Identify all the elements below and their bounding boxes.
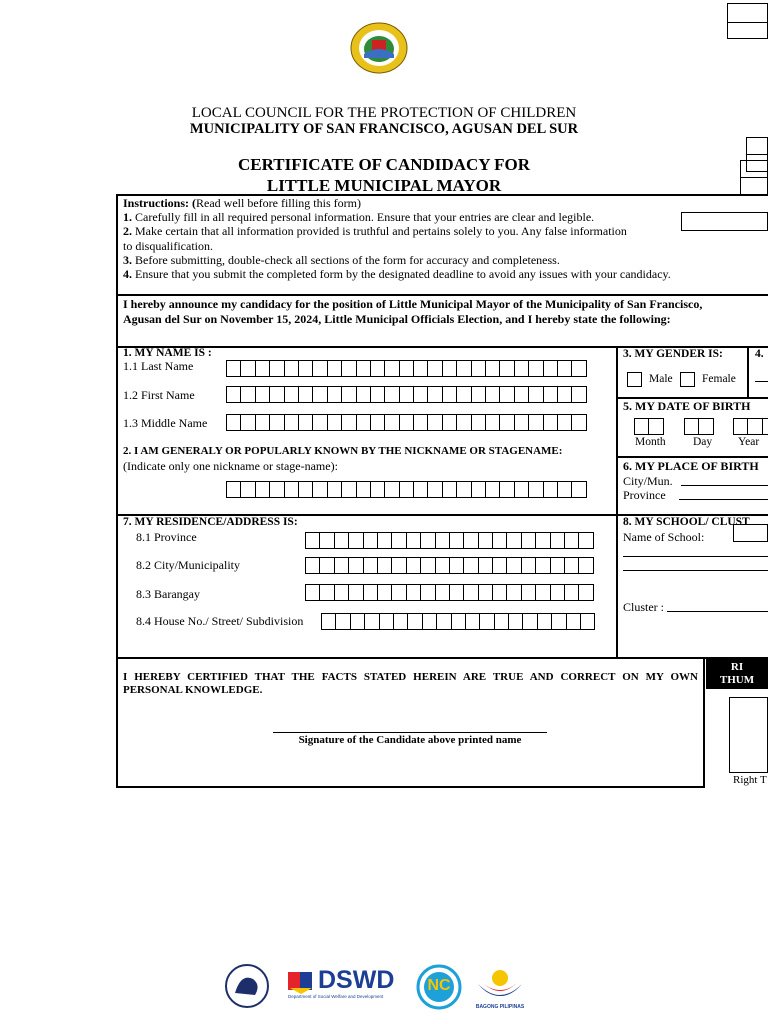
char-box[interactable]	[255, 360, 270, 377]
char-box[interactable]	[499, 386, 514, 403]
char-box[interactable]	[348, 532, 363, 549]
char-box[interactable]	[463, 557, 478, 574]
char-box[interactable]	[550, 584, 565, 601]
char-box[interactable]	[485, 481, 500, 498]
char-box[interactable]	[564, 584, 579, 601]
char-box[interactable]	[334, 532, 349, 549]
char-box[interactable]	[226, 360, 241, 377]
male-label: Male	[649, 373, 673, 385]
char-box[interactable]	[406, 584, 421, 601]
nickname-boxes[interactable]	[226, 481, 586, 498]
char-box[interactable]	[391, 557, 406, 574]
res-province-label: 8.1 Province	[136, 530, 197, 544]
day-label: Day	[693, 436, 713, 448]
place-heading: 6. MY PLACE OF BIRTH	[623, 459, 759, 473]
char-box[interactable]	[379, 613, 394, 630]
form-title-line1: CERTIFICATE OF CANDIDACY FOR	[237, 155, 531, 174]
char-box[interactable]	[456, 414, 471, 431]
char-box[interactable]	[420, 532, 435, 549]
month-label: Month	[635, 436, 666, 448]
residence-heading: 7. MY RESIDENCE/ADDRESS IS:	[123, 516, 298, 528]
first-name-label: 1.2 First Name	[123, 388, 195, 402]
char-box[interactable]	[377, 584, 392, 601]
char-box[interactable]	[578, 584, 593, 601]
char-box[interactable]	[305, 557, 320, 574]
char-box[interactable]	[762, 418, 768, 435]
year-label: Year	[738, 436, 760, 448]
bagong-pilipinas-logo: BAGONG PILIPINAS	[472, 962, 528, 1012]
char-box[interactable]	[406, 557, 421, 574]
char-box[interactable]	[384, 360, 399, 377]
char-box[interactable]	[334, 584, 349, 601]
char-box[interactable]	[406, 532, 421, 549]
char-box[interactable]	[240, 414, 255, 431]
char-box[interactable]	[413, 360, 428, 377]
middle-name-boxes[interactable]	[226, 414, 586, 431]
char-box[interactable]	[449, 557, 464, 574]
char-box[interactable]	[269, 481, 284, 498]
char-box[interactable]	[499, 360, 514, 377]
char-box[interactable]	[471, 386, 486, 403]
char-box[interactable]	[514, 481, 529, 498]
welfare-children-logo	[223, 963, 271, 1009]
char-box[interactable]	[312, 386, 327, 403]
char-box[interactable]	[506, 557, 521, 574]
char-box[interactable]	[550, 532, 565, 549]
char-box[interactable]	[543, 386, 558, 403]
char-box[interactable]	[528, 481, 543, 498]
school-line-1[interactable]	[623, 556, 768, 557]
char-box[interactable]	[494, 613, 509, 630]
char-box[interactable]	[449, 584, 464, 601]
male-checkbox[interactable]	[627, 372, 642, 387]
char-box[interactable]	[341, 360, 356, 377]
char-box[interactable]	[399, 414, 414, 431]
char-box[interactable]	[492, 584, 507, 601]
char-box[interactable]	[305, 532, 320, 549]
female-label: Female	[702, 373, 736, 385]
char-box[interactable]	[698, 418, 713, 435]
char-box[interactable]	[478, 532, 493, 549]
char-box[interactable]	[571, 360, 586, 377]
char-box[interactable]	[436, 613, 451, 630]
instructions-block: Instructions: (Read well before filling this form) 1. Carefully fill in all required personal information. Ensure that your entries are clear and legible. 2. Make certain that all information provided is truthful and pertains solely to you. Any false information to disqualification. 3. Before submitting, double-check all sections of the form for accuracy and completeness. 4. Ensure that you submit the completed form by the designated deadline to avoid any issues with your candidacy.	[123, 196, 671, 282]
last-name-boxes[interactable]	[226, 360, 586, 377]
char-box[interactable]	[492, 532, 507, 549]
char-box[interactable]	[269, 414, 284, 431]
char-box[interactable]	[442, 360, 457, 377]
char-box[interactable]	[571, 414, 586, 431]
char-box[interactable]	[255, 481, 270, 498]
char-box[interactable]	[479, 613, 494, 630]
control-box-top-2	[727, 22, 768, 39]
char-box[interactable]	[465, 613, 480, 630]
char-box[interactable]	[384, 414, 399, 431]
char-box[interactable]	[284, 481, 299, 498]
char-box[interactable]	[543, 414, 558, 431]
char-box[interactable]	[407, 613, 422, 630]
char-box[interactable]	[399, 481, 414, 498]
city-line[interactable]	[681, 485, 768, 486]
char-box[interactable]	[348, 584, 363, 601]
char-box[interactable]	[413, 386, 428, 403]
char-box[interactable]	[478, 557, 493, 574]
char-box[interactable]	[535, 557, 550, 574]
school-line-2[interactable]	[623, 570, 768, 571]
res-house-boxes[interactable]	[321, 613, 594, 630]
res-house-label: 8.4 House No./ Street/ Subdivision	[136, 614, 304, 628]
char-box[interactable]	[485, 386, 500, 403]
char-box[interactable]	[226, 414, 241, 431]
form-title-line2: LITTLE MUNICIPAL MAYOR	[266, 176, 502, 195]
char-box[interactable]	[327, 360, 342, 377]
thumbmark-header: RI THUM	[706, 657, 768, 689]
char-box[interactable]	[269, 360, 284, 377]
char-box[interactable]	[363, 584, 378, 601]
char-box[interactable]	[319, 532, 334, 549]
char-box[interactable]	[427, 360, 442, 377]
school-box	[733, 524, 768, 542]
char-box[interactable]	[356, 360, 371, 377]
char-box[interactable]	[463, 532, 478, 549]
birth-day-boxes[interactable]	[684, 418, 713, 435]
char-box[interactable]	[521, 532, 536, 549]
council-name: LOCAL COUNCIL FOR THE PROTECTION OF CHILDREN	[191, 105, 577, 121]
char-box[interactable]	[471, 481, 486, 498]
certification-text: I HEREBY CERTIFIED THAT THE FACTS STATED HEREIN ARE TRUE AND CORRECT ON MY OWN PERSONAL KNOWLEDGE.	[123, 671, 698, 696]
char-box[interactable]	[269, 386, 284, 403]
char-box[interactable]	[551, 613, 566, 630]
char-box[interactable]	[442, 414, 457, 431]
char-box[interactable]	[578, 557, 593, 574]
char-box[interactable]	[240, 360, 255, 377]
char-box[interactable]	[499, 481, 514, 498]
province-line[interactable]	[679, 499, 768, 500]
char-box[interactable]	[391, 584, 406, 601]
ncc-logo: NC	[416, 964, 462, 1010]
char-box[interactable]	[298, 481, 313, 498]
char-box[interactable]	[456, 360, 471, 377]
char-box[interactable]	[356, 386, 371, 403]
char-box[interactable]	[334, 557, 349, 574]
char-box[interactable]	[370, 386, 385, 403]
thumbmark-box[interactable]	[729, 697, 768, 773]
char-box[interactable]	[399, 386, 414, 403]
char-box[interactable]	[327, 414, 342, 431]
char-box[interactable]	[427, 386, 442, 403]
char-box[interactable]	[356, 414, 371, 431]
char-box[interactable]	[341, 481, 356, 498]
char-box[interactable]	[442, 481, 457, 498]
char-box[interactable]	[305, 584, 320, 601]
char-box[interactable]	[312, 360, 327, 377]
municipality-name: MUNICIPALITY OF SAN FRANCISCO, AGUSAN DEL SUR	[189, 121, 579, 137]
char-box[interactable]	[312, 481, 327, 498]
char-box[interactable]	[528, 414, 543, 431]
char-box[interactable]	[364, 613, 379, 630]
cluster-line[interactable]	[667, 611, 768, 612]
char-box[interactable]	[456, 481, 471, 498]
char-box[interactable]	[557, 360, 572, 377]
school-heading: 8. MY SCHOOL/ CLUST	[623, 516, 750, 528]
char-box[interactable]	[514, 360, 529, 377]
char-box[interactable]	[747, 418, 762, 435]
char-box[interactable]	[733, 418, 748, 435]
res-barangay-boxes[interactable]	[305, 584, 593, 601]
control-box-mid	[746, 137, 768, 155]
char-box[interactable]	[564, 532, 579, 549]
char-box[interactable]	[298, 360, 313, 377]
char-box[interactable]	[478, 584, 493, 601]
control-box-top	[727, 3, 768, 23]
res-city-label: 8.2 City/Municipality	[136, 558, 240, 572]
char-box[interactable]	[506, 584, 521, 601]
char-box[interactable]	[485, 414, 500, 431]
res-barangay-label: 8.3 Barangay	[136, 587, 200, 601]
dswd-logo: DSWD Department of Social Welfare and Development	[288, 966, 395, 999]
char-box[interactable]	[535, 584, 550, 601]
char-box[interactable]	[393, 613, 408, 630]
char-box[interactable]	[522, 613, 537, 630]
char-box[interactable]	[284, 360, 299, 377]
char-box[interactable]	[284, 414, 299, 431]
gender-heading: 3. MY GENDER IS:	[623, 348, 723, 360]
char-box[interactable]	[348, 557, 363, 574]
char-box[interactable]	[471, 414, 486, 431]
char-box[interactable]	[427, 481, 442, 498]
char-box[interactable]	[508, 613, 523, 630]
char-box[interactable]	[226, 386, 241, 403]
char-box[interactable]	[370, 360, 385, 377]
char-box[interactable]	[571, 481, 586, 498]
char-box[interactable]	[422, 613, 437, 630]
char-box[interactable]	[564, 557, 579, 574]
char-box[interactable]	[350, 613, 365, 630]
char-box[interactable]	[363, 532, 378, 549]
birth-year-boxes[interactable]	[733, 418, 768, 435]
char-box[interactable]	[298, 386, 313, 403]
announcement: I hereby announce my candidacy for the position of Little Municipal Mayor of the Municipality of San Francisco, Agusan del Sur on November 15, 2024, Little Municipal Officials Election, and I hereby state the following:	[123, 297, 703, 326]
char-box[interactable]	[335, 613, 350, 630]
nickname-heading: 2. I AM GENERALY OR POPULARLY KNOWN BY THE NICKNAME OR STAGENAME:	[123, 445, 563, 457]
char-box[interactable]	[399, 360, 414, 377]
char-box[interactable]	[255, 386, 270, 403]
char-box[interactable]	[413, 481, 428, 498]
char-box[interactable]	[521, 557, 536, 574]
char-box[interactable]	[377, 557, 392, 574]
nickname-note: (Indicate only one nickname or stage-name):	[123, 459, 338, 473]
char-box[interactable]	[463, 584, 478, 601]
res-city-boxes[interactable]	[305, 557, 593, 574]
char-box[interactable]	[240, 481, 255, 498]
char-box[interactable]	[370, 481, 385, 498]
char-box[interactable]	[226, 481, 241, 498]
school-name-label: Name of School:	[623, 530, 705, 544]
char-box[interactable]	[451, 613, 466, 630]
char-box[interactable]	[557, 414, 572, 431]
municipal-seal	[350, 22, 408, 74]
char-box[interactable]	[341, 414, 356, 431]
char-box[interactable]	[413, 414, 428, 431]
char-box[interactable]	[442, 386, 457, 403]
char-box[interactable]	[535, 532, 550, 549]
char-box[interactable]	[435, 557, 450, 574]
char-box[interactable]	[449, 532, 464, 549]
char-box[interactable]	[684, 418, 699, 435]
char-box[interactable]	[528, 360, 543, 377]
char-box[interactable]	[363, 557, 378, 574]
city-label: City/Mun.	[623, 474, 673, 488]
birth-heading: 5. MY DATE OF BIRTH	[623, 399, 751, 413]
char-box[interactable]	[506, 532, 521, 549]
char-box[interactable]	[321, 613, 336, 630]
char-box[interactable]	[543, 481, 558, 498]
province-label: Province	[623, 488, 666, 502]
item-4-heading: 4.	[755, 348, 764, 360]
char-box[interactable]	[492, 557, 507, 574]
signature-line[interactable]	[273, 732, 547, 733]
char-box[interactable]	[456, 386, 471, 403]
char-box[interactable]	[356, 481, 371, 498]
char-box[interactable]	[566, 613, 581, 630]
char-box[interactable]	[543, 360, 558, 377]
char-box[interactable]	[319, 584, 334, 601]
first-name-boxes[interactable]	[226, 386, 586, 403]
char-box[interactable]	[240, 386, 255, 403]
char-box[interactable]	[648, 418, 663, 435]
char-box[interactable]	[578, 532, 593, 549]
char-box[interactable]	[514, 386, 529, 403]
name-heading: 1. MY NAME IS :	[123, 347, 212, 359]
middle-name-label: 1.3 Middle Name	[123, 416, 208, 430]
char-box[interactable]	[571, 386, 586, 403]
char-box[interactable]	[485, 360, 500, 377]
char-box[interactable]	[312, 414, 327, 431]
female-checkbox[interactable]	[680, 372, 695, 387]
char-box[interactable]	[537, 613, 552, 630]
char-box[interactable]	[557, 386, 572, 403]
char-box[interactable]	[384, 481, 399, 498]
char-box[interactable]	[298, 414, 313, 431]
res-province-boxes[interactable]	[305, 532, 593, 549]
char-box[interactable]	[377, 532, 392, 549]
char-box[interactable]	[327, 386, 342, 403]
char-box[interactable]	[471, 360, 486, 377]
char-box[interactable]	[514, 414, 529, 431]
signature-caption: Signature of the Candidate above printed name	[298, 734, 522, 746]
char-box[interactable]	[435, 532, 450, 549]
char-box[interactable]	[557, 481, 572, 498]
char-box[interactable]	[521, 584, 536, 601]
char-box[interactable]	[319, 557, 334, 574]
char-box[interactable]	[284, 386, 299, 403]
char-box[interactable]	[528, 386, 543, 403]
char-box[interactable]	[634, 418, 649, 435]
char-box[interactable]	[580, 613, 595, 630]
char-box[interactable]	[550, 557, 565, 574]
thumb-caption: Right T	[733, 774, 767, 786]
char-box[interactable]	[391, 532, 406, 549]
char-box[interactable]	[384, 386, 399, 403]
char-box[interactable]	[255, 414, 270, 431]
last-name-label: 1.1 Last Name	[123, 359, 194, 373]
char-box[interactable]	[341, 386, 356, 403]
char-box[interactable]	[435, 584, 450, 601]
char-box[interactable]	[370, 414, 385, 431]
cluster-label: Cluster :	[623, 600, 664, 614]
char-box[interactable]	[327, 481, 342, 498]
char-box[interactable]	[420, 584, 435, 601]
char-box[interactable]	[499, 414, 514, 431]
birth-month-boxes[interactable]	[634, 418, 663, 435]
char-box[interactable]	[420, 557, 435, 574]
char-box[interactable]	[427, 414, 442, 431]
